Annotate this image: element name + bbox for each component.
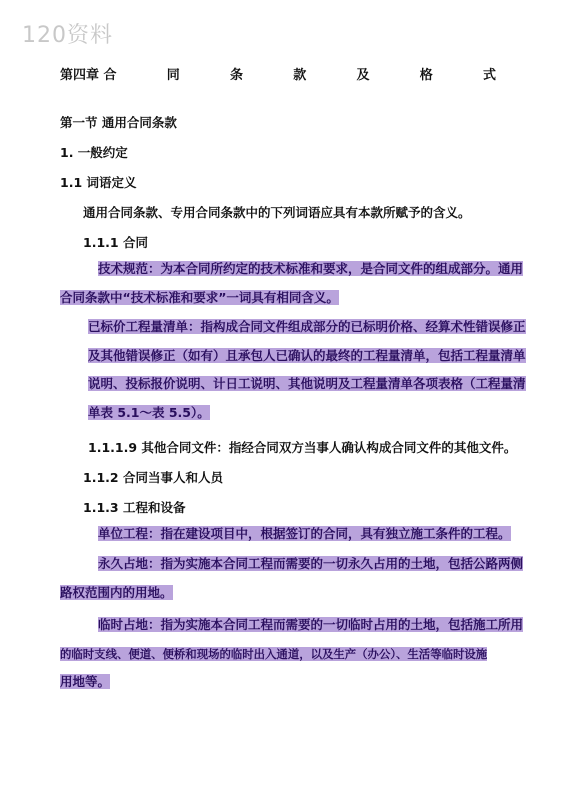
- highlight: 临时占地：指为实施本合同工程而需要的一切临时占用的土地，包括施工所用: [98, 617, 524, 632]
- chapter-number: 第四章: [60, 68, 100, 83]
- chapter-char: 及: [356, 68, 370, 83]
- temporary-land-paragraph: [60, 611, 523, 697]
- chapter-title: [60, 64, 496, 83]
- clause-heading: 1.1 词语定义: [60, 175, 137, 190]
- highlight: 单表 5.1～表 5.5）。: [88, 404, 210, 420]
- highlight: 单位工程：指在建设项目中，根据签订的合同，具有独立施工条件的工程。: [98, 526, 511, 541]
- clause-heading: 1.1.2 合同当事人和人员: [83, 470, 223, 485]
- clause-heading: 1.1.1 合同: [83, 235, 148, 250]
- chapter-number-and-first-char: [60, 64, 117, 83]
- boq-paragraph: [88, 313, 526, 427]
- chapter-char: 式: [482, 68, 496, 83]
- tech-spec-paragraph: [60, 255, 523, 312]
- watermark: 120资料: [22, 23, 113, 48]
- highlight: 及其他错误修正（如有）且承包人已确认的最终的工程量清单，包括工程量清单: [88, 347, 526, 363]
- chapter-char: 款: [293, 68, 307, 83]
- highlight: 路权范围内的用地。: [60, 584, 173, 600]
- highlight: 用地等。: [60, 674, 111, 689]
- highlight: 技术规范：为本合同所约定的技术标准和要求，是合同文件的组成部分。通用: [98, 261, 524, 276]
- chapter-char: 条: [230, 68, 244, 83]
- chapter-char: 合: [103, 68, 117, 83]
- highlight: 永久占地：指为实施本合同工程而需要的一切永久占用的土地，包括公路两侧: [98, 556, 524, 571]
- clause-heading: 1.1.3 工程和设备: [83, 500, 186, 515]
- chapter-char: 同: [166, 68, 180, 83]
- highlight: 已标价工程量清单：指构成合同文件组成部分的已标明价格、经算术性错误修正: [88, 319, 526, 334]
- intro-paragraph: 通用合同条款、专用合同条款中的下列词语应具有本款所赋予的含义。: [83, 205, 471, 220]
- highlight: 合同条款中“技术标准和要求”一词具有相同含义。: [60, 289, 339, 305]
- clause-paragraph: 1.1.1.9 其他合同文件：指经合同双方当事人确认构成合同文件的其他文件。: [88, 440, 517, 455]
- section-heading: 第一节 通用合同条款: [60, 115, 177, 130]
- highlight: 说明、投标报价说明、计日工说明、其他说明及工程量清单各项表格（工程量清: [88, 376, 526, 391]
- highlight: 的临时支线、便道、便桥和现场的临时出入通道，以及生产（办公）、生活等临时设施: [60, 646, 488, 661]
- chapter-char: 格: [419, 68, 433, 83]
- permanent-land-paragraph: [60, 550, 523, 607]
- clause-heading: 1. 一般约定: [60, 145, 128, 160]
- unit-project-paragraph: [98, 520, 511, 549]
